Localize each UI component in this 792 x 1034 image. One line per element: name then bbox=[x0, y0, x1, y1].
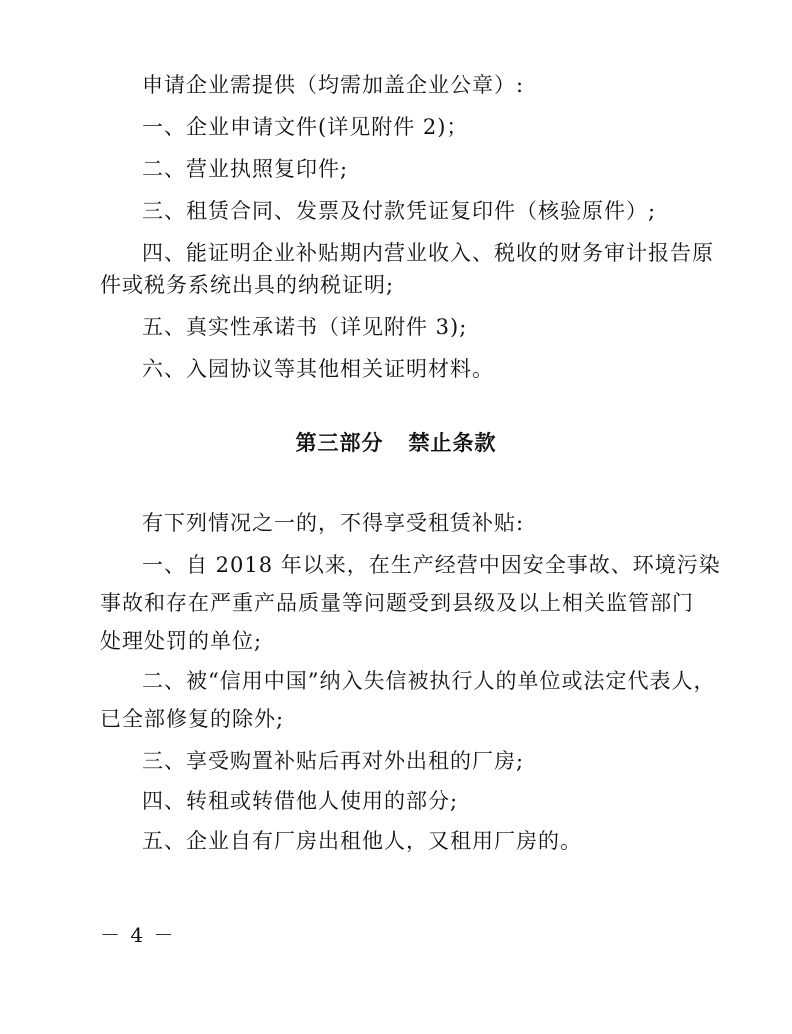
section3-item-5: 五、企业自有厂房出租他人，又租用厂房的。 bbox=[142, 829, 582, 853]
section3-intro: 有下列情况之一的，不得享受租赁补贴: bbox=[142, 511, 525, 535]
section3-item-1: 一、自 2018 年以来，在生产经营中因安全事故、环境污染 bbox=[142, 553, 721, 577]
section3-item-1-continued: 事故和存在严重产品质量等问题受到县级及以上相关监管部门 bbox=[100, 591, 694, 615]
section3-item-2-continued: 已全部修复的除外; bbox=[100, 707, 285, 731]
section3-item-3: 三、享受购置补贴后再对外出租的厂房; bbox=[142, 749, 525, 773]
page-number: － 4 － bbox=[100, 923, 176, 947]
section2-item-6: 六、入园协议等其他相关证明材料。 bbox=[142, 357, 494, 381]
section2-item-1: 一、企业申请文件(详见附件 2)； bbox=[142, 115, 469, 139]
section3-heading: 第三部分 禁止条款 bbox=[295, 431, 497, 455]
section3-item-1-end: 处理处罚的单位; bbox=[100, 629, 263, 653]
section3-item-2: 二、被“信用中国”纳入失信被执行人的单位或法定代表人， bbox=[142, 669, 716, 693]
section2-item-2: 二、营业执照复印件; bbox=[142, 157, 349, 181]
section2-item-5: 五、真实性承诺书（详见附件 3); bbox=[142, 315, 468, 339]
section2-item-4-continued: 件或税务系统出具的纳税证明; bbox=[100, 273, 395, 297]
section2-item-4: 四、能证明企业补贴期内营业收入、税收的财务审计报告原 bbox=[142, 241, 714, 265]
section2-intro: 申请企业需提供（均需加盖企业公章）: bbox=[142, 73, 525, 97]
section2-item-3: 三、租赁合同、发票及付款凭证复印件（核验原件）; bbox=[142, 199, 657, 223]
section3-item-4: 四、转租或转借他人使用的部分; bbox=[142, 789, 459, 813]
